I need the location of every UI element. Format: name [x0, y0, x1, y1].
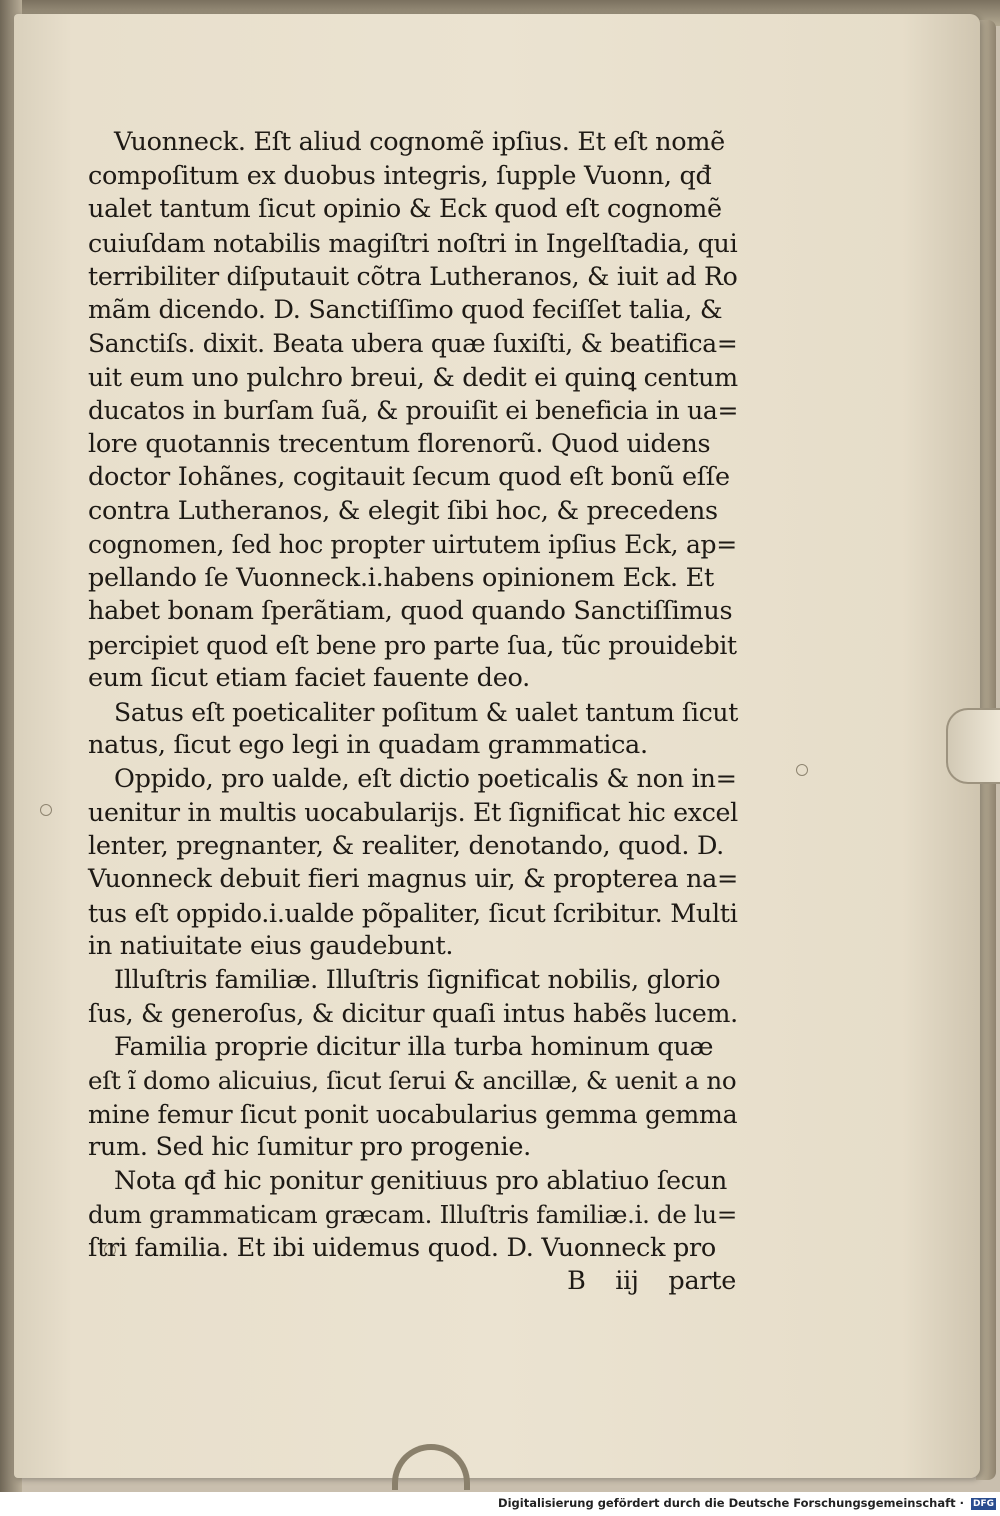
text-line: ſtri familia. Et ibi uidemus quod. D. Vuonneck pro: [88, 1232, 716, 1263]
text-line: in natiuitate eius gaudebunt.: [88, 931, 454, 961]
credit-text: Digitalisierung gefördert durch die Deutsche Forschungsgemeinschaft ·: [498, 1496, 964, 1510]
text-line: Oppido, pro ualde, eſt dictio poeticalis & non in=: [114, 763, 737, 794]
text-line: ſus, & generoſus, & dicitur quaſi intus habẽs lucem.: [88, 999, 738, 1028]
text-line: Vuonneck debuit fieri magnus uir, & propterea na=: [88, 864, 739, 894]
text-line: uit eum uno pulchro breui, & dedit ei quinꝗ centum: [88, 361, 738, 392]
dfg-logo: DFG: [972, 1499, 994, 1509]
text-line: Nota qđ hic ponitur genitiuus pro ablatiuo ſecun: [114, 1165, 727, 1196]
page-body-text: [88, 126, 738, 1299]
hole-mark: [796, 764, 808, 776]
text-line: natus, ſicut ego legi in quadam grammatica.: [88, 730, 648, 760]
text-line: dum grammaticam græcam. Illuſtris familiæ.i. de lu=: [88, 1200, 737, 1229]
text-line: eum ſicut etiam faciet fauente deo.: [88, 663, 530, 693]
text-line: Familia proprie dicitur illa turba hominum quæ: [114, 1031, 714, 1062]
text-line: compoſitum ex duobus integris, ſupple Vuonn, qđ: [88, 160, 712, 191]
text-line: pellando ſe Vuonneck.i.habens opinionem Eck. Et: [88, 562, 714, 593]
text-line: contra Lutheranos, & elegit ſibi hoc, & precedens: [88, 495, 718, 526]
digitization-credit: [498, 1496, 996, 1510]
text-line: mine femur ſicut ponit uocabularius gemma gemma: [88, 1099, 738, 1129]
text-line: rum. Sed hic ſumitur pro progenie.: [88, 1132, 531, 1162]
text-line: tus eſt oppido.i.ualde põpaliter, ſicut ſcribitur. Multi: [88, 897, 738, 928]
signature-catchword-line: B iij parte: [567, 1266, 736, 1296]
text-line: percipiet quod eſt bene pro parte ſua, tũc prouidebit: [88, 630, 737, 660]
text-line: doctor Iohãnes, cogitauit ſecum quod eſt bonũ eſſe: [88, 462, 730, 492]
text-line: ducatos in burſam ſuã, & prouiſit ei beneficia in ua=: [88, 396, 739, 425]
text-line: habet bonam ſperãtiam, quod quando Sanctiſſimus: [88, 596, 733, 626]
text-line: Sanctiſs. dixit. Beata ubera quæ ſuxiſti, & beatifica=: [88, 329, 738, 358]
text-line: ualet tantum ſicut opinio & Eck quod eſt cognomẽ: [88, 194, 722, 224]
hole-mark: [40, 804, 52, 816]
text-line: Satus eſt poeticaliter poſitum & ualet tantum ſicut: [114, 697, 738, 727]
text-line: Vuonneck. Eſt aliud cognomẽ ipſius. Et eſt nomẽ: [114, 127, 725, 157]
text-line: eſt ĩ domo alicuius, ſicut ſerui & ancillæ, & uenit a no: [88, 1066, 737, 1095]
text-line: terribiliter diſputauit cõtra Lutheranos, & iuit ad Ro: [88, 262, 738, 291]
text-line: lore quotannis trecentum florenorũ. Quod uidens: [88, 428, 711, 459]
text-line: mãm dicendo. D. Sanctiſſimo quod feciſſet talia, &: [88, 294, 723, 325]
clasp-tab: [946, 708, 1000, 784]
text-line: Illuſtris familiæ. Illuſtris ſignificat nobilis, glorio: [114, 964, 721, 995]
text-line: cognomen, ſed hoc propter uirtutem ipſius Eck, ap=: [88, 530, 737, 559]
text-line: uenitur in multis uocabularijs. Et ſignificat hic excel: [88, 798, 738, 827]
text-line: cuiuſdam notabilis magiſtri noſtri in Ingelſtadia, qui: [88, 227, 738, 258]
text-line: lenter, pregnanter, & realiter, denotando, quod. D.: [88, 830, 724, 861]
